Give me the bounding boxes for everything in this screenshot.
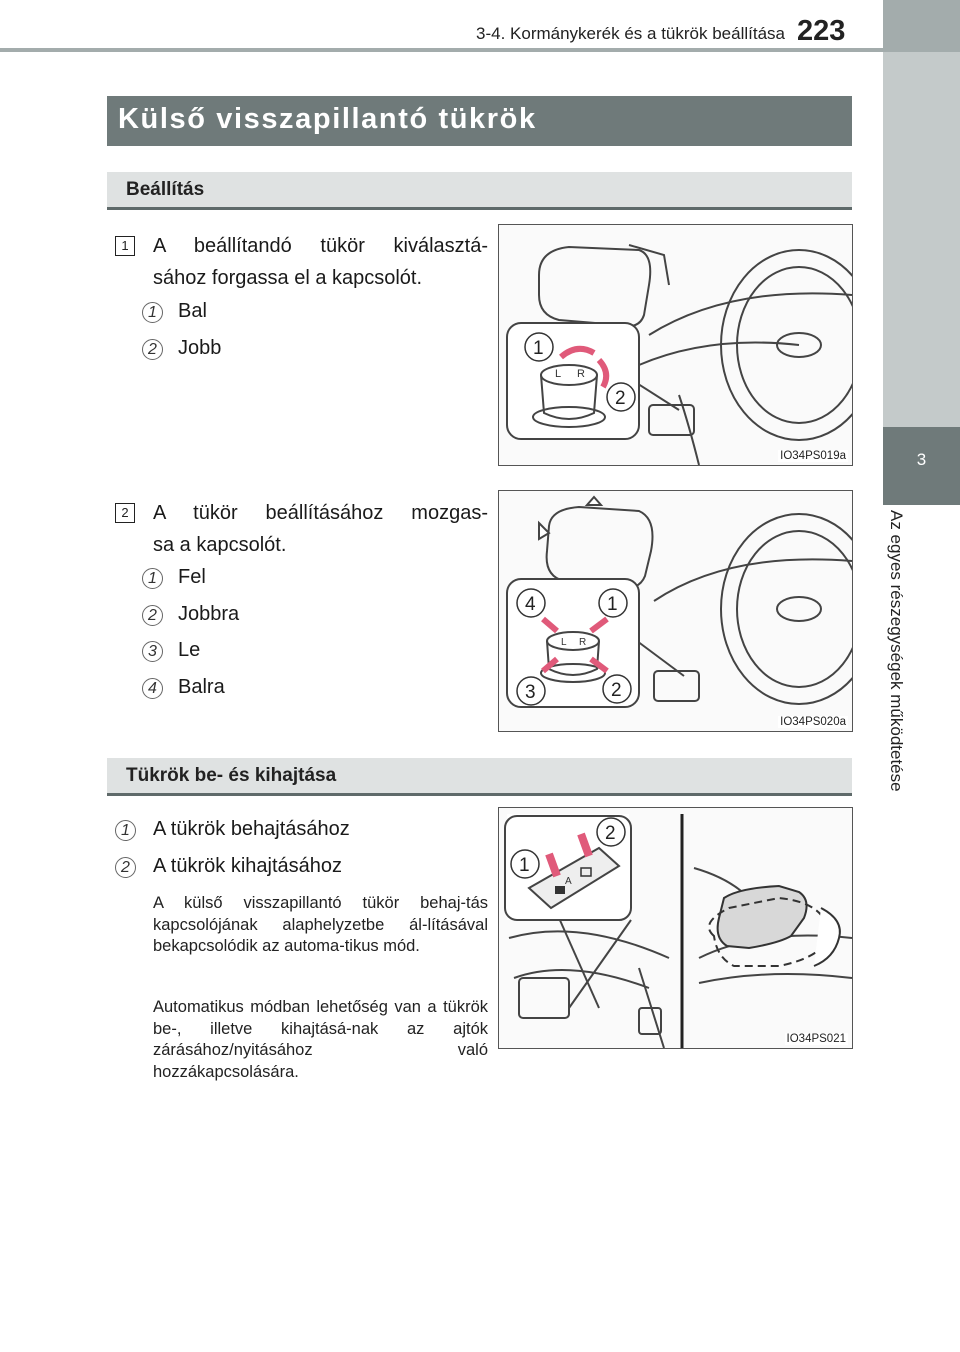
item-number: 4: [142, 678, 163, 699]
item-label-fold-in: A tükrök behajtásához: [153, 818, 350, 840]
chapter-label-text: Az egyes részegységek működtetése: [887, 510, 906, 792]
header-rule: [0, 48, 960, 52]
switch-letter-r: R: [579, 637, 587, 648]
page-title: Külső visszapillantó tükrök: [118, 103, 537, 135]
figure-mirror-adjust-drawing: [499, 491, 852, 731]
callout-2: 2: [611, 680, 622, 701]
switch-letter-l: L: [555, 368, 562, 380]
subheading-fold-text: Tükrök be- és kihajtása: [126, 765, 337, 786]
step1-text: [153, 230, 488, 294]
step2-text: [153, 497, 488, 561]
note-door-link: Automatikus módban lehetőség van a tükrök be-, illetve kihajtásá-nak az ajtók zárásához/nyitásához való hozzákapcsolására.: [153, 998, 488, 1081]
callout-3: 3: [525, 682, 536, 703]
step-number-2: 2: [115, 503, 135, 523]
callout-4: 4: [525, 594, 536, 615]
chapter-label: [887, 510, 944, 860]
item-label-jobbra: Jobbra: [178, 603, 240, 625]
item-number: 3: [142, 641, 163, 662]
figure-code: IO34PS021: [786, 1033, 846, 1045]
figure-mirror-select-drawing: [499, 225, 852, 465]
chapter-number: 3: [916, 450, 927, 469]
switch-letter-l: L: [561, 637, 567, 648]
note-auto-mode: A külső visszapillantó tükör behaj-tás kapcsolójának alaphelyzetbe ál-lításával bekapcsolódik az automa-tikus mód.: [153, 894, 488, 955]
step1-line1: A beállítandó tükör kiválasztá-: [153, 235, 488, 257]
item-number: 1: [142, 302, 163, 323]
subheading-fold: [107, 758, 852, 796]
step2-line1: A tükör beállításához mozgas-: [153, 502, 488, 524]
item-label-bal: Bal: [178, 300, 207, 322]
item-label-le: Le: [178, 639, 201, 661]
item-number: 1: [115, 820, 136, 841]
callout-1: 1: [607, 594, 618, 615]
subheading-adjust: [107, 172, 852, 210]
item-number: 2: [115, 857, 136, 878]
switch-letter-a: A: [565, 876, 572, 887]
figure-code: IO34PS020a: [780, 716, 846, 728]
item-label-balra: Balra: [178, 676, 225, 698]
item-number: 1: [142, 568, 163, 589]
item-label-fel: Fel: [178, 566, 206, 588]
item-label-fold-out: A tükrök kihajtásához: [153, 855, 342, 877]
step2-line2: sa a kapcsolót.: [153, 534, 287, 556]
side-tab-upper: [883, 52, 960, 427]
item-label-jobb: Jobb: [178, 337, 222, 359]
side-tab-top: [883, 0, 960, 48]
callout-1: 1: [533, 338, 544, 359]
figure-mirror-select: [498, 224, 853, 466]
callout-2: 2: [615, 388, 626, 409]
step1-line2: sához forgassa el a kapcsolót.: [153, 267, 423, 289]
figure-mirror-adjust: [498, 490, 853, 732]
step-number-1: 1: [115, 236, 135, 256]
figure-mirror-fold: [498, 807, 853, 1049]
item-number: 2: [142, 605, 163, 626]
figure-mirror-fold-drawing: [499, 808, 852, 1048]
callout-2: 2: [605, 823, 616, 844]
figure-code: IO34PS019a: [780, 450, 846, 462]
callout-1: 1: [519, 855, 530, 876]
page-number: 223: [797, 15, 846, 47]
subheading-adjust-text: Beállítás: [126, 179, 205, 200]
item-number: 2: [142, 339, 163, 360]
switch-letter-r: R: [577, 368, 585, 380]
header-section-title: 3-4. Kormánykerék és a tükrök beállítása: [476, 24, 785, 43]
